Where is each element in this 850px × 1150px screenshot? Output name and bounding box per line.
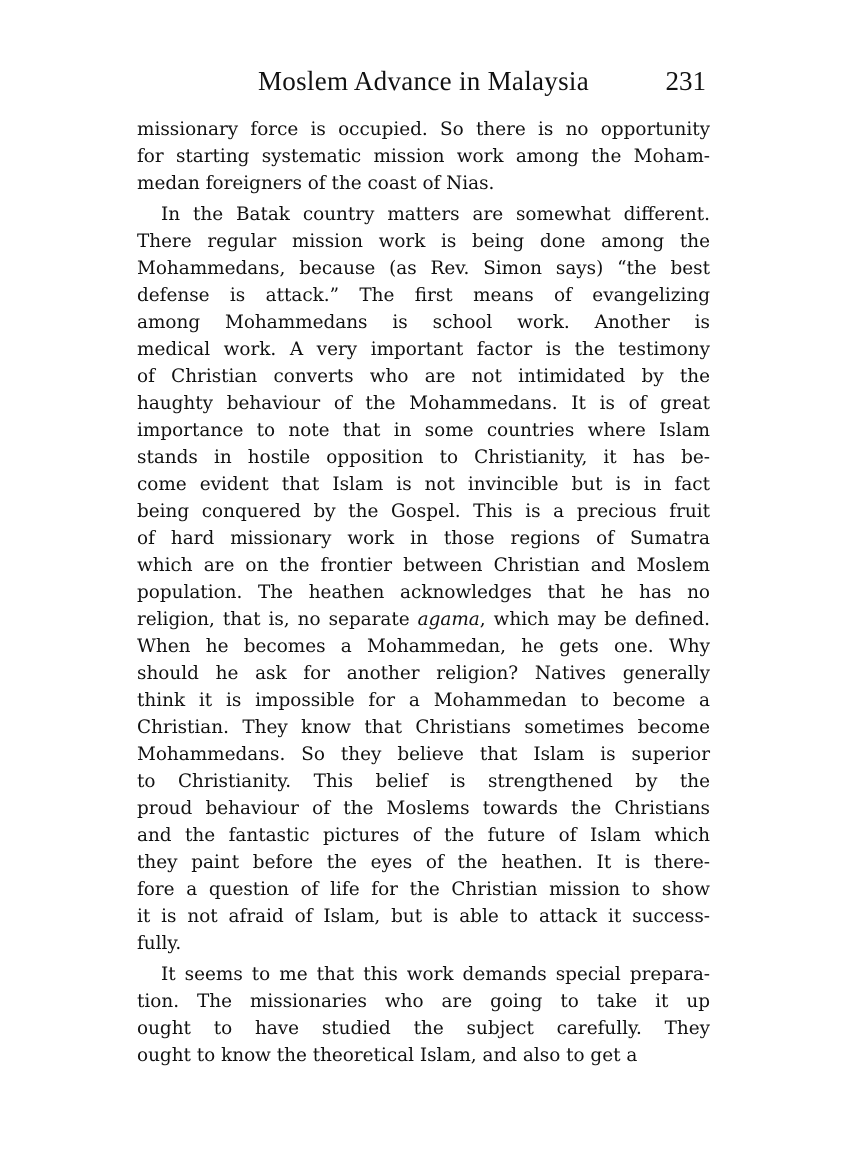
text-line: Mohammedans. So they believe that Islam is superior <box>137 744 710 765</box>
text-line: population. The heathen acknowledges that he has no <box>137 582 710 603</box>
text-line: missionary force is occupied. So there is no opportunity <box>137 119 710 140</box>
text-line: being conquered by the Gospel. This is a precious fruit <box>137 501 710 522</box>
text-line: Christian. They know that Christians sometimes become <box>137 717 710 738</box>
text-line: proud behaviour of the Moslems towards the Christians <box>137 798 710 819</box>
running-head <box>137 64 710 104</box>
running-title: Moslem Advance in Malaysia <box>258 66 589 96</box>
text-line: of Christian converts who are not intimidated by the <box>137 366 710 387</box>
text-line: which are on the frontier between Christian and Moslem <box>137 555 710 576</box>
text-line: religion, that is, no separate agama, which may be defined. <box>137 609 710 630</box>
text-line: to Christianity. This belief is strengthened by the <box>137 771 710 792</box>
page-number: 231 <box>665 66 706 96</box>
paragraph <box>137 961 710 1069</box>
text-line: think it is impossible for a Mohammedan to become a <box>137 690 710 711</box>
text-line: fully. <box>137 933 182 954</box>
text-line: come evident that Islam is not invincible but is in fact <box>137 474 710 495</box>
text-line: should he ask for another religion? Natives generally <box>137 663 710 684</box>
text-line: among Mohammedans is school work. Another is <box>137 312 710 333</box>
text-line: Mohammedans, because (as Rev. Simon says) “the best <box>137 258 710 279</box>
text-line: stands in hostile opposition to Christianity, it has be- <box>137 447 710 468</box>
text-line: tion. The missionaries who are going to take it up <box>137 991 710 1012</box>
text-line: for starting systematic mission work among the Moham- <box>137 146 710 167</box>
text-line: medical work. A very important factor is the testimony <box>137 339 710 360</box>
text-line: of hard missionary work in those regions of Sumatra <box>137 528 710 549</box>
text-line: It seems to me that this work demands special prepara- <box>161 964 710 985</box>
text-line: haughty behaviour of the Mohammedans. It is of great <box>137 393 710 414</box>
text-line: and the fantastic pictures of the future of Islam which <box>137 825 710 846</box>
text-line: importance to note that in some countries where Islam <box>137 420 710 441</box>
paragraph <box>137 116 710 197</box>
text-line: When he becomes a Mohammedan, he gets one. Why <box>137 636 710 657</box>
paragraph <box>137 201 710 957</box>
text-line: In the Batak country matters are somewhat different. <box>161 204 710 225</box>
text-line: fore a question of life for the Christian mission to show <box>137 879 710 900</box>
text-line: defense is attack.” The first means of evangelizing <box>137 285 710 306</box>
text-line: medan foreigners of the coast of Nias. <box>137 173 495 194</box>
text-line: There regular mission work is being done among the <box>137 231 710 252</box>
text-line: ought to have studied the subject carefully. They <box>137 1018 710 1039</box>
text-line: it is not afraid of Islam, but is able to attack it success- <box>137 906 710 927</box>
body-text <box>137 116 710 1069</box>
text-line: ought to know the theoretical Islam, and also to get a <box>137 1045 638 1066</box>
text-line: they paint before the eyes of the heathen. It is there- <box>137 852 710 873</box>
italic-term: agama <box>417 609 480 630</box>
